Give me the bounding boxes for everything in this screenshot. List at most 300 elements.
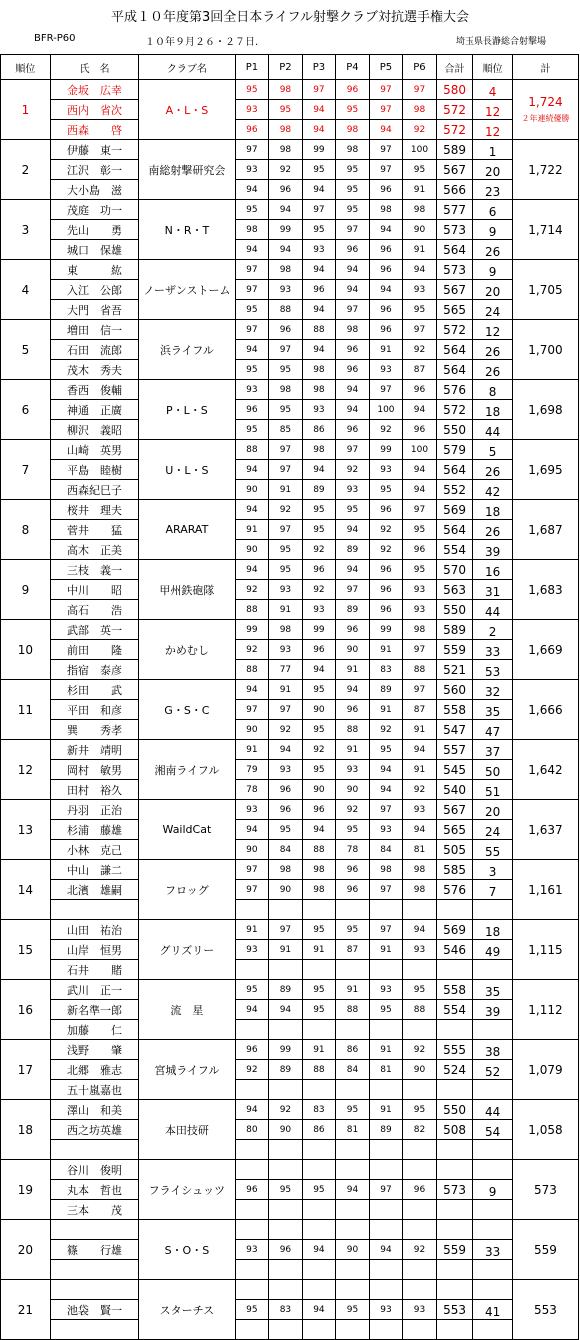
- score-p1: 99: [235, 620, 269, 640]
- team-total-cell: [512, 620, 578, 680]
- member-name: 平田 和彦: [50, 700, 138, 720]
- member-sum: 576: [436, 380, 473, 400]
- score-p3: 97: [302, 80, 336, 100]
- table-row: [1, 520, 579, 540]
- score-p6: 96: [403, 1180, 437, 1200]
- member-rank: 55: [473, 840, 513, 860]
- score-p4: 96: [336, 860, 370, 880]
- score-p6: 95: [403, 520, 437, 540]
- score-p6: 94: [403, 480, 437, 500]
- score-p3: 96: [302, 560, 336, 580]
- score-p3: 94: [302, 340, 336, 360]
- table-row: [1, 800, 579, 820]
- team-total: 1,724: [528, 95, 563, 109]
- member-sum: 577: [436, 200, 473, 220]
- score-p6: 94: [403, 920, 437, 940]
- member-name: 増田 信一: [50, 320, 138, 340]
- member-name: 石井 賭: [50, 960, 138, 980]
- score-p6: 95: [403, 1100, 437, 1120]
- team-rank: 8: [1, 500, 51, 560]
- member-name: 谷川 俊明: [50, 1160, 138, 1180]
- member-sum: 572: [436, 120, 473, 140]
- score-p3: [302, 1280, 336, 1300]
- table-row: [1, 380, 579, 400]
- member-sum: 569: [436, 500, 473, 520]
- team-total: 1,161: [528, 882, 563, 897]
- member-name: 篠 行雄: [50, 1240, 138, 1260]
- member-name: [50, 1260, 138, 1280]
- team-total-cell: [512, 80, 578, 140]
- member-sum: 570: [436, 560, 473, 580]
- score-p1: 94: [235, 240, 269, 260]
- score-p1: [235, 1200, 269, 1220]
- member-rank: 35: [473, 700, 513, 720]
- team-total: 1,115: [528, 942, 563, 957]
- score-p6: 94: [403, 820, 437, 840]
- team-total: 1,666: [528, 702, 563, 717]
- table-row: [1, 1200, 579, 1220]
- table-row: [1, 320, 579, 340]
- score-p5: 96: [369, 260, 403, 280]
- member-rank: 41: [473, 1300, 513, 1320]
- score-p5: 81: [369, 1060, 403, 1080]
- score-p5: 98: [369, 200, 403, 220]
- member-name: 茂庭 功一: [50, 200, 138, 220]
- score-p2: [269, 1140, 303, 1160]
- score-p3: 95: [302, 160, 336, 180]
- team-rank: 1: [1, 80, 51, 140]
- member-rank: 26: [473, 360, 513, 380]
- club-name: G・S・C: [139, 680, 236, 740]
- member-name: 江沢 彰一: [50, 160, 138, 180]
- member-rank: 50: [473, 760, 513, 780]
- score-p1: 88: [235, 660, 269, 680]
- score-p2: 77: [269, 660, 303, 680]
- score-p1: 95: [235, 80, 269, 100]
- member-sum: [436, 1140, 473, 1160]
- score-p4: 95: [336, 100, 370, 120]
- member-name: 東 紘: [50, 260, 138, 280]
- member-rank: 39: [473, 540, 513, 560]
- score-p2: [269, 1080, 303, 1100]
- score-p5: 95: [369, 740, 403, 760]
- score-p1: 96: [235, 1040, 269, 1060]
- table-row: [1, 160, 579, 180]
- score-p3: 99: [302, 140, 336, 160]
- member-name: [50, 1140, 138, 1160]
- score-p5: 92: [369, 520, 403, 540]
- score-p1: [235, 1320, 269, 1340]
- member-rank: 32: [473, 680, 513, 700]
- score-p1: 95: [235, 420, 269, 440]
- col-header-p4: P4: [336, 55, 370, 80]
- member-sum: 521: [436, 660, 473, 680]
- score-p4: 94: [336, 1180, 370, 1200]
- score-p5: 96: [369, 600, 403, 620]
- score-p3: 95: [302, 500, 336, 520]
- score-p3: 91: [302, 940, 336, 960]
- member-name: 金坂 広幸: [50, 80, 138, 100]
- score-p4: 97: [336, 220, 370, 240]
- score-p2: 94: [269, 240, 303, 260]
- member-sum: 554: [436, 1000, 473, 1020]
- score-p5: [369, 960, 403, 980]
- table-row: [1, 80, 579, 100]
- member-rank: 37: [473, 740, 513, 760]
- member-sum: 559: [436, 640, 473, 660]
- score-p3: [302, 1260, 336, 1280]
- member-sum: 550: [436, 420, 473, 440]
- score-p6: 97: [403, 680, 437, 700]
- team-total-cell: [512, 260, 578, 320]
- score-p3: 95: [302, 760, 336, 780]
- team-rank: 4: [1, 260, 51, 320]
- member-sum: [436, 1080, 473, 1100]
- table-row: [1, 860, 579, 880]
- score-p3: 95: [302, 720, 336, 740]
- team-total-cell: [512, 560, 578, 620]
- member-rank: 5: [473, 440, 513, 460]
- score-p2: 91: [269, 480, 303, 500]
- member-rank: [473, 1080, 513, 1100]
- results-table: [0, 54, 579, 1340]
- member-rank: 18: [473, 400, 513, 420]
- member-name: 大小島 滋: [50, 180, 138, 200]
- score-p6: 93: [403, 580, 437, 600]
- team-total: 1,058: [528, 1122, 563, 1137]
- member-rank: 33: [473, 1240, 513, 1260]
- club-name: 甲州鉄砲隊: [139, 560, 236, 620]
- member-sum: 508: [436, 1120, 473, 1140]
- score-p2: 98: [269, 80, 303, 100]
- score-p1: 96: [235, 400, 269, 420]
- team-total-cell: [512, 320, 578, 380]
- score-p3: 92: [302, 540, 336, 560]
- member-name: 杉田 武: [50, 680, 138, 700]
- score-p4: 94: [336, 400, 370, 420]
- score-p3: 95: [302, 1180, 336, 1200]
- member-sum: 585: [436, 860, 473, 880]
- score-p3: 94: [302, 1300, 336, 1320]
- score-p1: 95: [235, 200, 269, 220]
- club-name: 本田技研: [139, 1100, 236, 1160]
- col-header-p5: P5: [369, 55, 403, 80]
- score-p1: 94: [235, 820, 269, 840]
- member-name: 石田 流郎: [50, 340, 138, 360]
- score-p4: 97: [336, 300, 370, 320]
- team-total-cell: [512, 740, 578, 800]
- member-rank: 20: [473, 160, 513, 180]
- score-p5: 97: [369, 80, 403, 100]
- score-p6: 98: [403, 880, 437, 900]
- score-p1: 96: [235, 120, 269, 140]
- table-row: [1, 1320, 579, 1340]
- score-p3: 94: [302, 1240, 336, 1260]
- score-p1: 90: [235, 840, 269, 860]
- score-p2: 94: [269, 740, 303, 760]
- member-rank: [473, 900, 513, 920]
- member-sum: 580: [436, 80, 473, 100]
- member-rank: 12: [473, 100, 513, 120]
- member-name: 高木 正美: [50, 540, 138, 560]
- member-name: 前田 隆: [50, 640, 138, 660]
- table-row: [1, 340, 579, 360]
- member-name: 小林 克己: [50, 840, 138, 860]
- score-p6: 94: [403, 260, 437, 280]
- score-p4: 93: [336, 760, 370, 780]
- score-p4: [336, 1020, 370, 1040]
- score-p6: 91: [403, 240, 437, 260]
- score-p2: 92: [269, 500, 303, 520]
- table-row: [1, 880, 579, 900]
- score-p1: 96: [235, 1180, 269, 1200]
- score-p6: 88: [403, 660, 437, 680]
- table-row: [1, 720, 579, 740]
- score-p5: 94: [369, 760, 403, 780]
- score-p2: 95: [269, 820, 303, 840]
- table-row: [1, 1180, 579, 1200]
- member-rank: 33: [473, 640, 513, 660]
- member-name: 新井 靖明: [50, 740, 138, 760]
- score-p5: [369, 1140, 403, 1160]
- member-sum: [436, 1320, 473, 1340]
- score-p6: 94: [403, 740, 437, 760]
- member-sum: 550: [436, 1100, 473, 1120]
- col-header-sum: 合計: [436, 55, 473, 80]
- score-p2: 91: [269, 680, 303, 700]
- table-row: [1, 260, 579, 280]
- score-p3: [302, 960, 336, 980]
- member-rank: 44: [473, 600, 513, 620]
- score-p6: 93: [403, 600, 437, 620]
- score-p4: 96: [336, 80, 370, 100]
- table-row: [1, 200, 579, 220]
- score-p6: 94: [403, 400, 437, 420]
- member-sum: 589: [436, 620, 473, 640]
- team-total: 1,705: [528, 282, 563, 297]
- member-rank: 24: [473, 300, 513, 320]
- club-name: かめむし: [139, 620, 236, 680]
- score-p5: 99: [369, 620, 403, 640]
- club-name: 流 星: [139, 980, 236, 1040]
- score-p6: 92: [403, 1240, 437, 1260]
- score-p6: 91: [403, 720, 437, 740]
- table-row: [1, 900, 579, 920]
- member-rank: 4: [473, 80, 513, 100]
- score-p4: 94: [336, 680, 370, 700]
- score-p1: 97: [235, 260, 269, 280]
- score-p1: 92: [235, 640, 269, 660]
- score-p1: 97: [235, 860, 269, 880]
- member-sum: 572: [436, 400, 473, 420]
- score-p6: 95: [403, 160, 437, 180]
- score-p2: 98: [269, 380, 303, 400]
- score-p1: [235, 900, 269, 920]
- member-sum: 550: [436, 600, 473, 620]
- club-name: フロッグ: [139, 860, 236, 920]
- team-total: 573: [534, 1182, 557, 1197]
- member-name: 北濱 雄嗣: [50, 880, 138, 900]
- member-name: 西森紀巳子: [50, 480, 138, 500]
- score-p6: 98: [403, 860, 437, 880]
- table-row: [1, 1160, 579, 1180]
- score-p4: 98: [336, 120, 370, 140]
- score-p4: 95: [336, 920, 370, 940]
- member-sum: 524: [436, 1060, 473, 1080]
- score-p4: 78: [336, 840, 370, 860]
- score-p2: 98: [269, 860, 303, 880]
- member-rank: 44: [473, 1100, 513, 1120]
- team-total-cell: [512, 1040, 578, 1100]
- score-p2: 83: [269, 1300, 303, 1320]
- team-total-cell: [512, 980, 578, 1040]
- member-sum: 579: [436, 440, 473, 460]
- score-p6: [403, 1080, 437, 1100]
- score-p1: 94: [235, 1100, 269, 1120]
- member-sum: 563: [436, 580, 473, 600]
- score-p5: 100: [369, 400, 403, 420]
- table-row: [1, 1100, 579, 1120]
- table-row: [1, 1220, 579, 1240]
- member-sum: 560: [436, 680, 473, 700]
- team-rank: 16: [1, 980, 51, 1040]
- score-p6: 93: [403, 280, 437, 300]
- member-name: 平島 睦樹: [50, 460, 138, 480]
- member-rank: 31: [473, 580, 513, 600]
- table-row: [1, 780, 579, 800]
- score-p6: 93: [403, 940, 437, 960]
- member-name: [50, 900, 138, 920]
- score-p1: 92: [235, 1060, 269, 1080]
- member-name: 北郷 雅志: [50, 1060, 138, 1080]
- score-p5: 96: [369, 580, 403, 600]
- team-note: ２年連続優勝: [521, 114, 570, 123]
- score-p2: 84: [269, 840, 303, 860]
- member-name: 丸本 哲也: [50, 1180, 138, 1200]
- member-name: 中山 謙二: [50, 860, 138, 880]
- score-p4: 94: [336, 280, 370, 300]
- score-p4: [336, 1320, 370, 1340]
- score-p4: 97: [336, 580, 370, 600]
- member-sum: [436, 1280, 473, 1300]
- score-p3: 86: [302, 1120, 336, 1140]
- score-p1: [235, 1280, 269, 1300]
- score-p6: 92: [403, 780, 437, 800]
- score-p4: 96: [336, 420, 370, 440]
- score-p3: 83: [302, 1100, 336, 1120]
- team-total: 1,669: [528, 642, 563, 657]
- score-p4: [336, 900, 370, 920]
- club-name: A・L・S: [139, 80, 236, 140]
- member-rank: 18: [473, 500, 513, 520]
- score-p1: 92: [235, 580, 269, 600]
- score-p5: 95: [369, 1000, 403, 1020]
- col-header-p1: P1: [235, 55, 269, 80]
- member-name: 岡村 敏男: [50, 760, 138, 780]
- score-p5: 94: [369, 120, 403, 140]
- member-name: [50, 1280, 138, 1300]
- score-p6: 96: [403, 420, 437, 440]
- member-sum: [436, 1020, 473, 1040]
- member-sum: 546: [436, 940, 473, 960]
- team-rank: 12: [1, 740, 51, 800]
- score-p4: 92: [336, 460, 370, 480]
- score-p4: 90: [336, 780, 370, 800]
- score-p1: [235, 1140, 269, 1160]
- score-p1: [235, 1220, 269, 1240]
- member-sum: 566: [436, 180, 473, 200]
- score-p6: 82: [403, 1120, 437, 1140]
- score-p2: 94: [269, 1000, 303, 1020]
- member-rank: 2: [473, 620, 513, 640]
- member-name: 澤山 和美: [50, 1100, 138, 1120]
- score-p3: 92: [302, 580, 336, 600]
- score-p6: 97: [403, 500, 437, 520]
- score-p6: 91: [403, 760, 437, 780]
- member-rank: 53: [473, 660, 513, 680]
- score-p4: 84: [336, 1060, 370, 1080]
- score-p1: 97: [235, 280, 269, 300]
- table-row: [1, 840, 579, 860]
- score-p3: 92: [302, 740, 336, 760]
- score-p2: 92: [269, 720, 303, 740]
- score-p4: 96: [336, 700, 370, 720]
- score-p6: 92: [403, 340, 437, 360]
- member-sum: 564: [436, 520, 473, 540]
- col-header-rank: 順位: [1, 55, 51, 80]
- score-p4: 96: [336, 240, 370, 260]
- score-p5: 94: [369, 220, 403, 240]
- member-name: 香西 俊輔: [50, 380, 138, 400]
- score-p1: 88: [235, 600, 269, 620]
- score-p1: 97: [235, 320, 269, 340]
- table-row: [1, 480, 579, 500]
- team-total: 1,714: [528, 222, 563, 237]
- table-row: [1, 460, 579, 480]
- score-p3: 93: [302, 240, 336, 260]
- club-name: 宮城ライフル: [139, 1040, 236, 1100]
- score-p4: 96: [336, 620, 370, 640]
- score-p3: 93: [302, 400, 336, 420]
- score-p1: 95: [235, 360, 269, 380]
- score-p1: 93: [235, 380, 269, 400]
- table-row: [1, 740, 579, 760]
- score-p4: 90: [336, 640, 370, 660]
- score-p2: 88: [269, 300, 303, 320]
- member-sum: 558: [436, 980, 473, 1000]
- member-name: 池袋 賢一: [50, 1300, 138, 1320]
- member-sum: 572: [436, 320, 473, 340]
- score-p3: 94: [302, 180, 336, 200]
- member-name: 山田 祐治: [50, 920, 138, 940]
- table-row: [1, 960, 579, 980]
- score-p5: 92: [369, 540, 403, 560]
- score-p6: 100: [403, 140, 437, 160]
- score-p1: 91: [235, 740, 269, 760]
- team-total: 1,700: [528, 342, 563, 357]
- score-p3: 94: [302, 660, 336, 680]
- score-p3: 93: [302, 600, 336, 620]
- score-p2: 96: [269, 780, 303, 800]
- score-p2: [269, 900, 303, 920]
- score-p3: [302, 1320, 336, 1340]
- score-p2: [269, 1160, 303, 1180]
- table-row: [1, 640, 579, 660]
- member-rank: 49: [473, 940, 513, 960]
- table-row: [1, 1060, 579, 1080]
- event-date: １０年９月２６・２７日.: [145, 37, 259, 48]
- table-row: [1, 920, 579, 940]
